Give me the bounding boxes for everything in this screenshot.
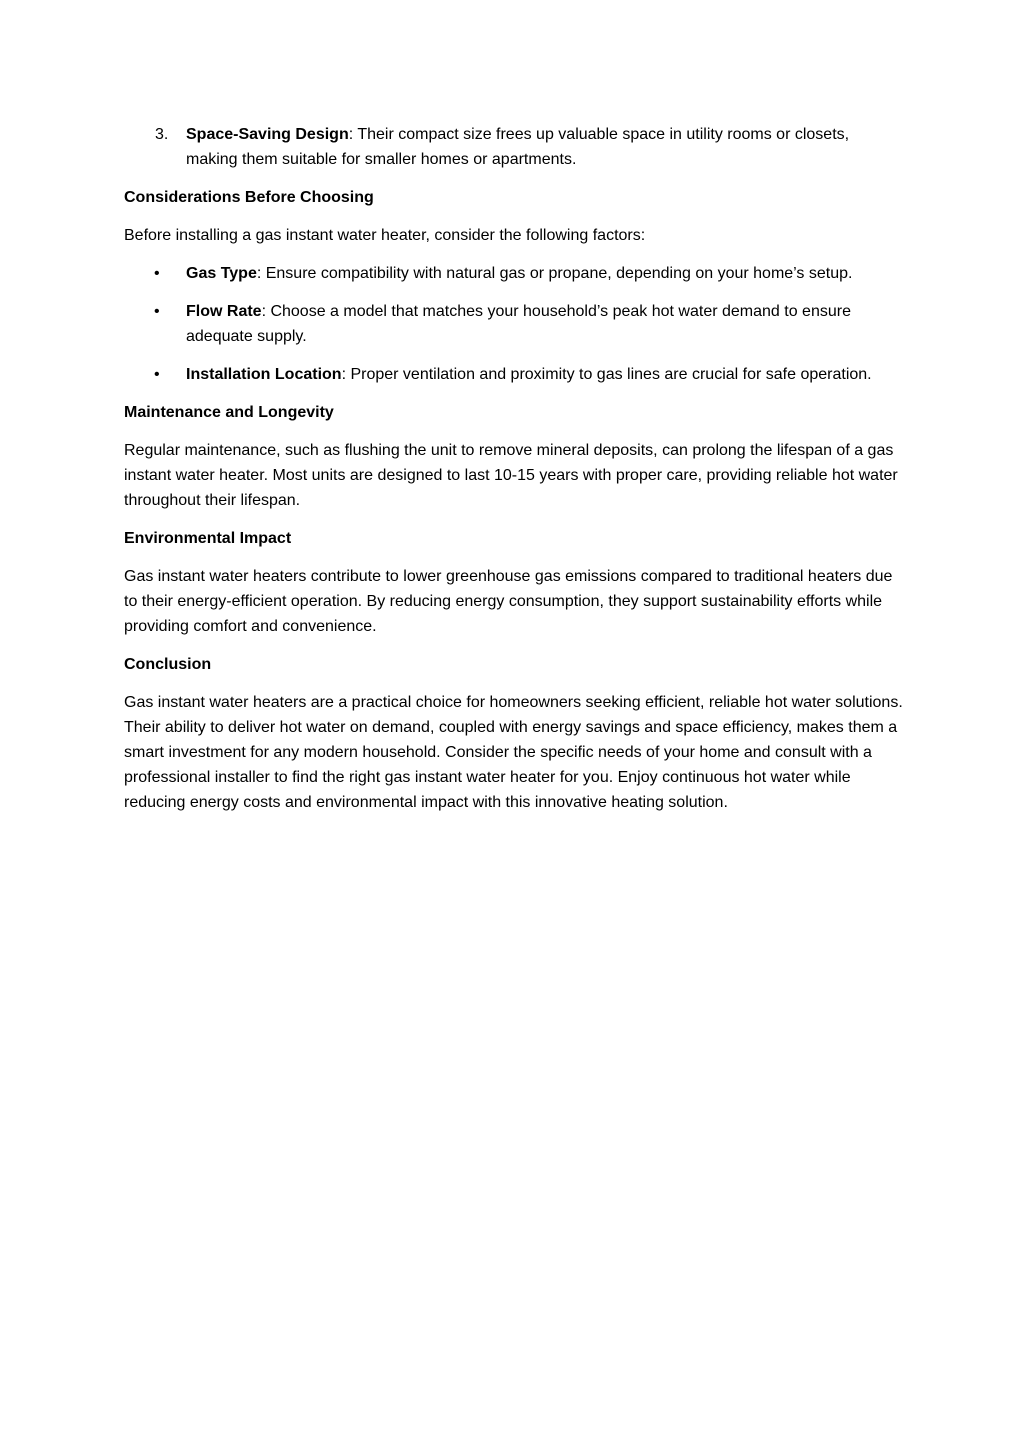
maintenance-paragraph: Regular maintenance, such as flushing the unit to remove mineral deposits, can prolong the lifespan of a gas instant water heater. Most units are designed to last 10-15 years with proper care, providing reliable hot water throughout their lifespan. (124, 442, 898, 509)
section-heading-environment: Environmental Impact (124, 530, 292, 547)
conclusion-paragraph: Gas instant water heaters are a practical choice for homeowners seeking efficient, reliable hot water solutions. Their ability to deliver hot water on demand, coupled with energy savings and space efficiency, makes them a smart investment for any modern household. Consider the specific needs of your home and consult with a professional installer to find the right gas instant water heater for you. Enjoy continuous hot water while reducing energy costs and environmental impact with this innovative heating solution. (124, 694, 903, 811)
list-item-text: : Choose a model that matches your household’s peak hot water demand to ensure adequate supply. (186, 303, 851, 345)
list-item-term: Space-Saving Design (186, 126, 349, 143)
section-heading-maintenance: Maintenance and Longevity (124, 404, 334, 421)
list-item-text: : Their compact size frees up valuable space in utility rooms or closets, making them suitable for smaller homes or apartments. (186, 126, 850, 168)
section-heading-conclusion: Conclusion (124, 656, 212, 673)
list-item-term: Flow Rate (186, 303, 262, 320)
list-item-space-saving (124, 122, 904, 172)
list-number: 3. (155, 126, 169, 143)
list-item-flow-rate (124, 299, 904, 349)
bullet-icon: • (154, 265, 160, 282)
bullet-icon: • (154, 303, 160, 320)
list-item-installation-location (124, 362, 904, 387)
section-heading-considerations: Considerations Before Choosing (124, 189, 374, 206)
considerations-intro: Before installing a gas instant water heater, consider the following factors: (124, 227, 646, 244)
environment-paragraph: Gas instant water heaters contribute to lower greenhouse gas emissions compared to traditional heaters due to their energy-efficient operation. By reducing energy consumption, they support sustainability efforts while providing comfort and convenience. (124, 568, 893, 635)
list-item-term: Gas Type (186, 265, 257, 282)
list-item-term: Installation Location (186, 366, 342, 383)
list-item-gas-type (124, 261, 904, 286)
document-page (124, 122, 904, 828)
list-item-text: : Ensure compatibility with natural gas or propane, depending on your home’s setup. (256, 265, 853, 282)
list-item-text: : Proper ventilation and proximity to gas lines are crucial for safe operation. (341, 366, 872, 383)
bullet-icon: • (154, 366, 160, 383)
